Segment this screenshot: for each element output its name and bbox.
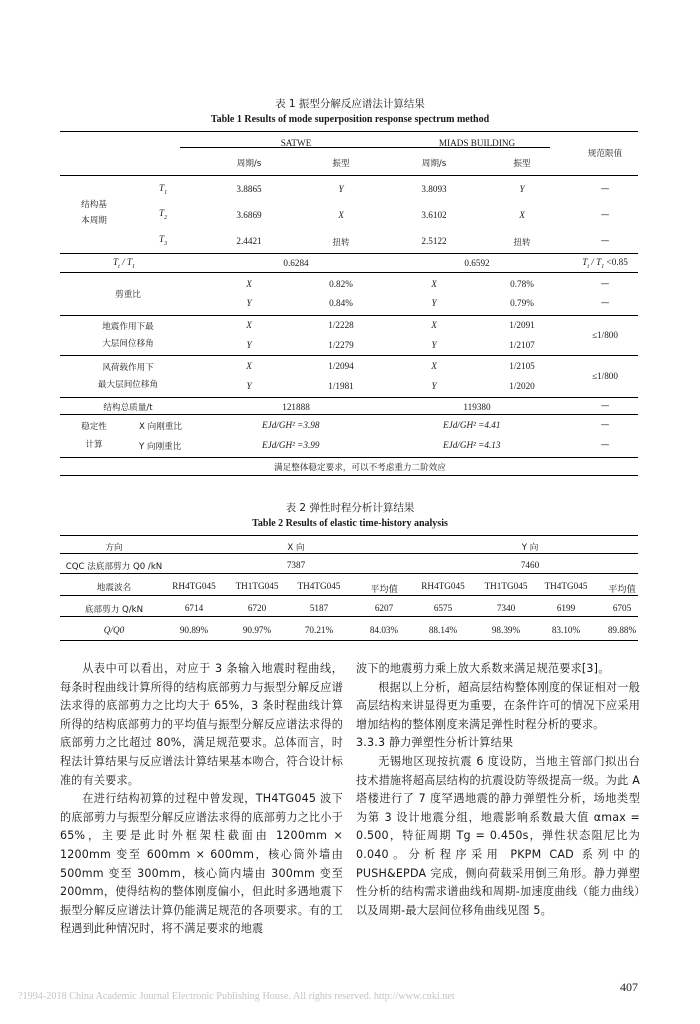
t1-header-mode-1: 振型 <box>332 159 350 169</box>
t1-cell: EJd/GH² =4.13 <box>443 440 501 450</box>
t2-wave-label: 地震波名 <box>96 583 132 593</box>
t2-shear-cell: 5187 <box>309 603 329 613</box>
t1-stability-sub-x: X 向刚重比 <box>139 422 182 432</box>
t1-cell: 3.6869 <box>236 210 262 220</box>
t1-cell: 2.4421 <box>236 236 262 246</box>
t1-group-basic: 本周期 <box>81 216 107 226</box>
t2-shear-cell: 6720 <box>247 603 267 613</box>
t1-cell: X <box>338 210 344 220</box>
t1-seismic-label: 地震作用下最 <box>102 322 154 332</box>
t2-shear-cell: 7340 <box>496 603 516 613</box>
t1-cell: — <box>600 236 610 246</box>
t1-group-basic: 结构基 <box>81 200 107 210</box>
t2-dir-x: X 向 <box>287 543 305 553</box>
copyright-footer: ?1994-2018 China Academic Journal Electronic Publishing House. All rights reserved. http://www.cnki.net <box>18 991 455 1002</box>
t1-cell: 1/2105 <box>509 361 535 371</box>
t1-mass-limit: — <box>600 401 610 411</box>
table1-caption-en: Table 1 Results of mode superposition response spectrum method <box>210 114 490 125</box>
t1-cell: EJd/GH² =3.99 <box>262 440 320 450</box>
t2-wave-cell: TH1TG045 <box>235 581 279 591</box>
t1-header-mode-2: 振型 <box>513 159 531 169</box>
t2-shear-cell: 6575 <box>433 603 453 613</box>
t1-mass-v2: 119380 <box>463 402 491 412</box>
table2-top-rule <box>60 535 638 536</box>
table2-rule <box>60 595 638 596</box>
t1-cell: 0.82% <box>329 279 353 289</box>
t1-cell: 1/2020 <box>509 381 535 391</box>
paragraph: 从表中可以看出，对应于 3 条输入地震时程曲线，每条时程曲线计算所得的结构底部剪力与振型分解反应谱法求得的底部剪力之比均大于 65%，3 条时程曲线计算所得的结构底部剪力的平均值与振型分解反应谱法求得的底部剪力之比超过 80%，满足规范要求。总体而言，时程法计算结果与反应谱法计算结果基本吻合，符合设计标准的有关要求。 <box>60 662 343 787</box>
t2-dir-label: 方向 <box>105 543 123 553</box>
t2-ratio-cell: 90.97% <box>242 625 272 635</box>
t2-ratio-cell: 90.89% <box>179 625 209 635</box>
t1-cell: — <box>600 184 610 194</box>
t2-wave-cell: TH1TG045 <box>484 581 528 591</box>
t2-ratio-cell: 84.03% <box>369 625 399 635</box>
t2-dir-y: Y 向 <box>521 543 539 553</box>
t1-cell: X <box>519 210 525 220</box>
t1-header-satwe: SATWE <box>280 138 312 148</box>
t1-cell: — <box>600 440 610 450</box>
t1-cell: 3.8093 <box>421 184 447 194</box>
t1-cell: — <box>600 420 610 430</box>
t1-ratio-limit: $T_t / T_1 <0.85$ <box>582 257 628 270</box>
t2-wave-cell: RH4TG045 <box>421 581 465 591</box>
t1-mass-v1: 121888 <box>282 402 310 412</box>
t1-wind-label: 风荷载作用下 <box>102 363 154 373</box>
paragraph: 根据以上分析，超高层结构整体刚度的保证相对一般高层结构来讲显得更为重要，在条件许可的情况下应采用增加结构的整体刚度来满足弹性时程分析的要求。 <box>356 680 640 731</box>
t1-header-limit: 规范限值 <box>587 149 623 159</box>
t1-cell: 1/2107 <box>509 340 535 350</box>
table1-rule <box>60 457 638 458</box>
t2-wave-cell: TH4TG045 <box>544 581 588 591</box>
paragraph: 无锡地区现按抗震 6 度设防，当地主管部门拟出台技术措施将超高层结构的抗震设防等级提高一级。为此 A 塔楼进行了 7 度罕遇地震的静力弹塑性分析，场地类型为第 3 设计地震分组，地震影响系数最大值 αmax = 0.500，特征周期 Tg = 0.450s，弹性状态阻尼比为 0.040。分析程序采用 PKPM CAD 系列中的 PUSH&EPDA 完成，侧向荷载采用倒三角形。静力弹塑性分析的结构需求谱曲线和周期-加速度曲线（能力曲线）以及周期-最大层间位移角曲线见图 5。 <box>356 754 640 917</box>
t1-row-label: $T_2$ <box>158 208 168 221</box>
t1-cell: 0.84% <box>329 298 353 308</box>
t1-cell: 扭转 <box>332 238 350 248</box>
t1-header-miads: MIADS BUILDING <box>438 138 516 148</box>
t1-cell: Y <box>431 381 437 391</box>
t1-wind-label: 最大层间位移角 <box>97 380 159 390</box>
t2-ratio-cell: 70.21% <box>304 625 334 635</box>
t1-cell: EJd/GH² =3.98 <box>262 420 320 430</box>
table1-rule <box>60 315 638 316</box>
t1-cell: X <box>431 361 437 371</box>
t2-ratio-cell: 88.14% <box>428 625 458 635</box>
t1-shear-label: 剪重比 <box>115 290 141 300</box>
t1-cell: 0.78% <box>510 279 534 289</box>
t2-wave-cell: TH4TG045 <box>297 581 341 591</box>
t1-seismic-label: 大层间位移角 <box>102 339 154 349</box>
t2-shear-label: 底部剪力 Q/kN <box>84 605 144 615</box>
t2-ratio-cell: 83.10% <box>551 625 581 635</box>
t1-cell: 1/2279 <box>328 340 354 350</box>
t1-cell: Y <box>338 184 344 194</box>
t1-cell: X <box>431 320 437 330</box>
t1-header-period-1: 周期/s <box>236 159 262 169</box>
t1-ratio-label: $T_t / T_1$ <box>112 257 136 270</box>
t1-cell: EJd/GH² =4.41 <box>443 420 501 430</box>
t1-cell: 1/2091 <box>509 320 535 330</box>
t1-cell: X <box>246 361 252 371</box>
table1-rule <box>60 397 638 398</box>
t1-cell: Y <box>246 381 252 391</box>
t1-cell: Y <box>246 298 252 308</box>
t2-ratio-cell: 98.39% <box>491 625 521 635</box>
t1-cell: Y <box>431 340 437 350</box>
t1-cell: 3.6102 <box>421 210 447 220</box>
t1-cell: Y <box>431 298 437 308</box>
t1-cell: 1/2094 <box>328 361 354 371</box>
table1-rule <box>60 355 638 356</box>
t2-cqc-y: 7460 <box>520 560 540 570</box>
t2-wave-cell: 平均值 <box>370 584 398 594</box>
table2-bottom-rule <box>60 640 638 641</box>
t1-row-label: $T_3$ <box>158 234 168 247</box>
table2-rule <box>60 616 638 617</box>
table1-rule <box>60 272 638 273</box>
t1-ratio-v2: 0.6592 <box>464 258 490 268</box>
t1-cell: — <box>600 210 610 220</box>
t2-cqc-x: 7387 <box>286 560 306 570</box>
t1-cell: 3.8865 <box>236 184 262 194</box>
t2-wave-cell: 平均值 <box>608 584 636 594</box>
t1-cell: 2.5122 <box>421 236 447 246</box>
section-heading: 3.3.3 静力弹塑性分析计算结果 <box>356 736 514 750</box>
t1-header-period-2: 周期/s <box>421 159 447 169</box>
t1-stability-label: 计算 <box>85 440 103 450</box>
table1-header-bottom-rule <box>60 175 638 176</box>
t1-cell: 扭转 <box>513 238 531 248</box>
t1-row-label: $T_1$ <box>158 183 168 196</box>
table1-rule <box>60 414 638 415</box>
t1-stability-note: 满足整体稳定要求，可以不考虑重力二阶效应 <box>274 463 446 473</box>
t2-ratio-label: Q/Q0 <box>103 625 125 635</box>
t1-ratio-v1: 0.6284 <box>283 258 309 268</box>
t1-wind-limit: ≤1/800 <box>592 371 618 381</box>
page-number: 407 <box>620 980 638 994</box>
t1-cell: 0.79% <box>510 298 534 308</box>
t1-cell: 1/2228 <box>328 320 354 330</box>
table2-caption-en: Table 2 Results of elastic time-history analysis <box>252 518 448 529</box>
table2-rule <box>60 553 638 554</box>
t1-mass-label: 结构总质量/t <box>103 403 153 413</box>
t1-stability-label: 稳定性 <box>81 422 107 432</box>
t2-wave-cell: RH4TG045 <box>172 581 216 591</box>
t2-shear-cell: 6714 <box>184 603 204 613</box>
table1-bottom-rule <box>60 475 638 476</box>
table1-top-rule <box>60 131 638 132</box>
table1-rule <box>60 253 638 254</box>
paragraph: 波下的地震剪力乘上放大系数来满足规范要求[3]。 <box>356 662 610 675</box>
paragraph: 在进行结构初算的过程中曾发现，TH4TG045 波下的底部剪力与振型分解反应谱法求得的底部剪力之比小于 65%，主要是此时外框架柱截面由 1200mm × 1200mm 变至 600mm × 600mm，核心筒外墙由 500mm 变至 300mm，核心筒内墙由 300mm 变至 200mm，使得结构的整体刚度偏小，但此时多遇地震下振型分解反应谱法计算仍能满足规范的各项要求。有的工程遇到此种情况时，将不满足要求的地震 <box>60 792 343 936</box>
t1-cell: X <box>431 279 437 289</box>
t1-cell: Y <box>519 184 525 194</box>
t1-cell: — <box>600 298 610 308</box>
body-left-column <box>60 660 343 939</box>
t1-cell: 1/1981 <box>328 381 354 391</box>
t2-shear-cell: 6199 <box>556 603 576 613</box>
t1-cell: Y <box>246 340 252 350</box>
t1-cell: — <box>600 279 610 289</box>
t2-cqc-label: CQC 法底部剪力 Q0 /kN <box>65 562 163 572</box>
table2-caption-zh: 表 2 弹性时程分析计算结果 <box>285 502 415 514</box>
t2-ratio-cell: 89.88% <box>607 625 637 635</box>
t1-cell: X <box>246 279 252 289</box>
t1-seismic-limit: ≤1/800 <box>592 330 618 340</box>
table2-rule <box>60 573 638 574</box>
t2-shear-cell: 6705 <box>612 603 632 613</box>
t2-shear-cell: 6207 <box>374 603 394 613</box>
t1-cell: X <box>246 320 252 330</box>
t1-stability-sub-y: Y 向刚重比 <box>139 442 182 452</box>
table1-caption-zh: 表 1 振型分解反应谱法计算结果 <box>275 98 425 110</box>
body-right-column <box>356 660 640 920</box>
